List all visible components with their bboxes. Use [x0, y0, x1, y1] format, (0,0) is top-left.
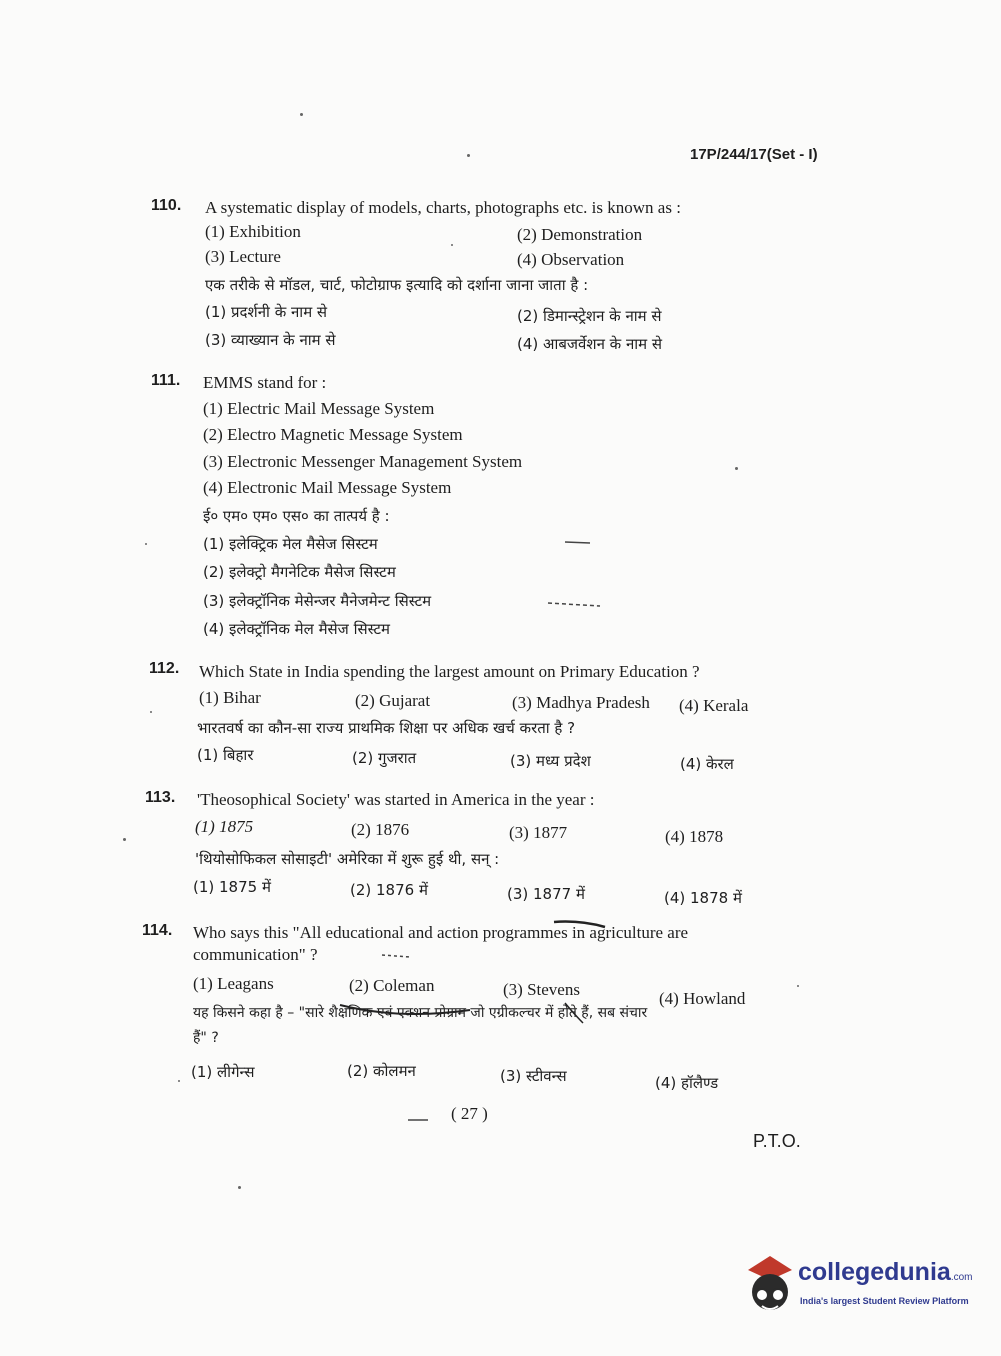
option-hi: (2) गुजरात — [352, 749, 417, 767]
question-text-en: 'Theosophical Society' was started in America in the year : — [197, 790, 595, 809]
option-en: (1) 1875 — [195, 817, 254, 836]
option-hi: (3) इलेक्ट्रॉनिक मेसेन्जर मैनेजमेन्ट सिस्टम — [203, 592, 432, 610]
option-hi: (1) प्रदर्शनी के नाम से — [205, 303, 328, 321]
question-text-hi: एक तरीके से मॉडल, चार्ट, फोटोग्राफ इत्यादि को दर्शाना जाना जाता है : — [205, 276, 589, 294]
question-text-en: Who says this "All educational and action programmes in agriculture are — [193, 923, 689, 942]
option-hi: (3) व्याख्यान के नाम से — [205, 331, 336, 349]
option-hi: (2) कोलमन — [347, 1062, 416, 1080]
option-hi: (2) 1876 में — [350, 881, 428, 899]
question-text-en-cont: communication" ? — [193, 945, 318, 964]
option-en: (3) 1877 — [509, 823, 568, 842]
option-hi: (1) इलेक्ट्रिक मेल मैसेज सिस्टम — [203, 535, 378, 553]
mascot-icon — [740, 1250, 800, 1320]
question-text-hi: 'थियोसोफिकल सोसाइटी' अमेरिका में शुरू हुई थी, सन् : — [195, 850, 500, 868]
option-hi: (3) स्टीवन्स — [500, 1067, 567, 1085]
option-en: (1) Electric Mail Message System — [203, 399, 435, 418]
option-hi: (4) 1878 में — [664, 889, 742, 907]
option-en: (2) Coleman — [349, 976, 435, 995]
option-en: (4) Electronic Mail Message System — [203, 478, 452, 497]
option-en: (4) 1878 — [665, 827, 724, 846]
option-hi: (4) हॉलैण्ड — [655, 1074, 719, 1092]
option-en: (3) Madhya Pradesh — [512, 693, 650, 712]
question-text-en: A systematic display of models, charts, photographs etc. is known as : — [205, 198, 681, 217]
question-number: 114. — [142, 922, 173, 939]
option-en: (4) Howland — [659, 989, 746, 1008]
option-en: (2) Electro Magnetic Message System — [203, 425, 463, 444]
option-en: (2) Demonstration — [517, 225, 643, 244]
question-number: 111. — [151, 372, 181, 389]
option-en: (1) Bihar — [199, 688, 261, 707]
option-en: (3) Lecture — [205, 247, 281, 266]
option-hi: (4) केरल — [680, 755, 734, 773]
option-hi: (3) मध्य प्रदेश — [510, 752, 591, 770]
option-hi: (1) लीगेन्स — [191, 1063, 255, 1081]
option-en: (4) Observation — [517, 250, 625, 269]
question-text-hi: यह किसने कहा है – "सारे शैक्षणिक एवं एक्शन प्रोग्राम जो एग्रीकल्चर में होते हैं, सब संचार — [193, 1005, 648, 1021]
exam-code: 17P/244/17(Set - I) — [690, 146, 818, 163]
option-hi: (2) इलेक्ट्रो मैगनेटिक मैसेज सिस्टम — [203, 563, 396, 581]
collegedunia-logo — [740, 1250, 973, 1320]
option-en: (4) Kerala — [679, 696, 749, 715]
question-text-hi-cont: हैं" ? — [193, 1030, 219, 1046]
pto-label: P.T.O. — [753, 1131, 801, 1151]
option-hi: (2) डिमान्स्ट्रेशन के नाम से — [517, 307, 662, 325]
question-text-en: EMMS stand for : — [203, 373, 327, 392]
option-hi: (4) इलेक्ट्रॉनिक मेल मैसेज सिस्टम — [203, 620, 390, 638]
option-hi: (1) बिहार — [197, 746, 254, 764]
option-en: (2) 1876 — [351, 820, 410, 839]
logo-wordmark: collegedunia.com — [798, 1258, 973, 1286]
option-en: (1) Leagans — [193, 974, 274, 993]
option-hi: (4) आबजर्वेशन के नाम से — [517, 335, 663, 353]
option-hi: (3) 1877 में — [507, 885, 585, 903]
question-text-hi: ई० एम० एम० एस० का तात्पर्य है : — [203, 507, 390, 525]
page-number: ( 27 ) — [451, 1104, 488, 1123]
question-text-en: Which State in India spending the largest amount on Primary Education ? — [199, 662, 700, 681]
option-en: (3) Stevens — [503, 980, 580, 999]
question-number: 113. — [145, 789, 176, 806]
question-number: 112. — [149, 660, 180, 677]
option-en: (3) Electronic Messenger Management System — [203, 452, 523, 471]
logo-tagline: India's largest Student Review Platform — [800, 1296, 969, 1306]
question-text-hi: भारतवर्ष का कौन-सा राज्य प्राथमिक शिक्षा पर अधिक खर्च करता है ? — [197, 719, 576, 737]
question-number: 110. — [151, 197, 182, 214]
option-hi: (1) 1875 में — [193, 878, 271, 896]
option-en: (2) Gujarat — [355, 691, 431, 710]
option-en: (1) Exhibition — [205, 222, 301, 241]
